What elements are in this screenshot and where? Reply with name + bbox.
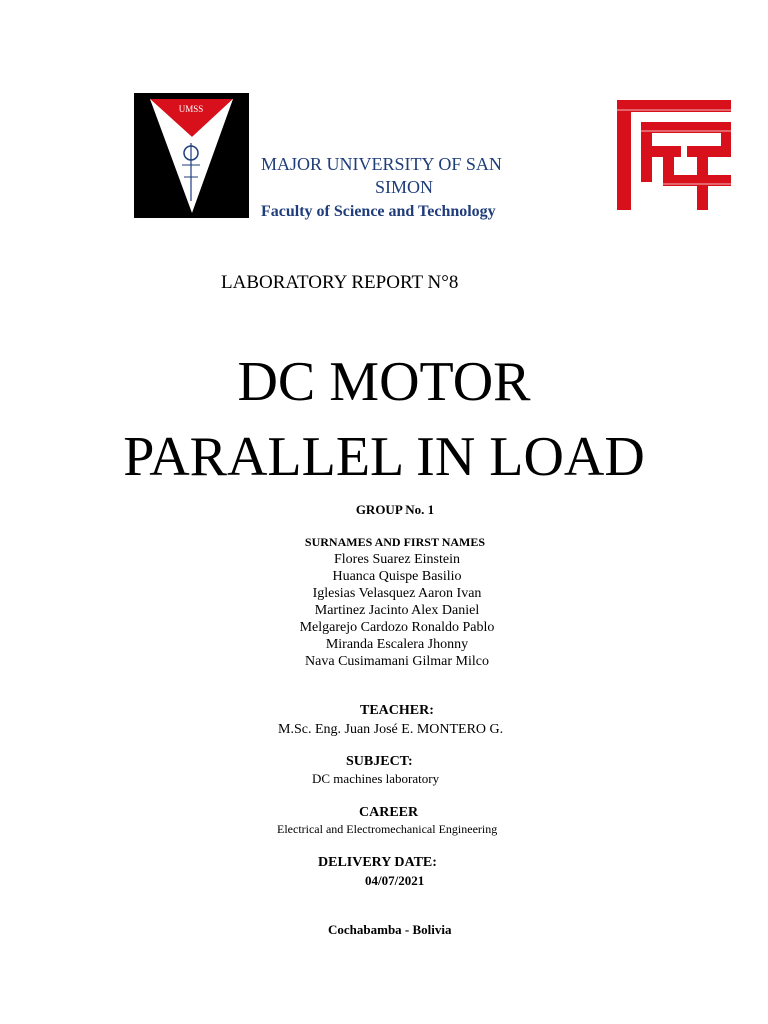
member-name: Melgarejo Cardozo Ronaldo Pablo: [299, 620, 495, 635]
member-name: Martinez Jacinto Alex Daniel: [314, 603, 480, 618]
umss-logo: [134, 93, 249, 218]
delivery-date-value: 04/07/2021: [365, 873, 425, 888]
subject-value: DC machines laboratory: [312, 771, 440, 786]
member-name: Flores Suarez Einstein: [334, 552, 460, 567]
location: Cochabamba - Bolivia: [328, 922, 452, 937]
names-heading: SURNAMES AND FIRST NAMES: [304, 535, 486, 549]
faculty-name: Faculty of Science and Technology: [261, 203, 496, 220]
university-name-line-2: SIMON: [375, 177, 434, 197]
university-name-line-1: MAJOR UNIVERSITY OF SAN: [261, 154, 502, 174]
career-label: CAREER: [359, 805, 419, 820]
teacher-label: TEACHER:: [360, 703, 434, 718]
subject-label: SUBJECT:: [346, 754, 413, 769]
umss-shield-icon: [134, 93, 249, 218]
fcyt-emblem-icon: [617, 100, 731, 210]
member-name: Miranda Escalera Jhonny: [325, 637, 469, 652]
document-title-line-2: PARALLEL IN LOAD: [123, 426, 645, 488]
member-name: Iglesias Velasquez Aaron Ivan: [312, 586, 482, 601]
delivery-date-label: DELIVERY DATE:: [318, 855, 437, 870]
teacher-value: M.Sc. Eng. Juan José E. MONTERO G.: [278, 722, 504, 737]
member-name: Huanca Quispe Basilio: [332, 569, 462, 584]
fcyt-logo: [617, 100, 731, 210]
report-number: LABORATORY REPORT N°8: [221, 272, 459, 293]
group-label: GROUP No. 1: [355, 502, 435, 517]
member-list: [244, 551, 550, 670]
member-name: Nava Cusimamani Gilmar Milco: [305, 654, 489, 669]
career-value: Electrical and Electromechanical Engineering: [277, 822, 498, 836]
document-title-line-1: DC MOTOR: [237, 351, 531, 413]
svg-text:UMSS: UMSS: [178, 104, 204, 114]
